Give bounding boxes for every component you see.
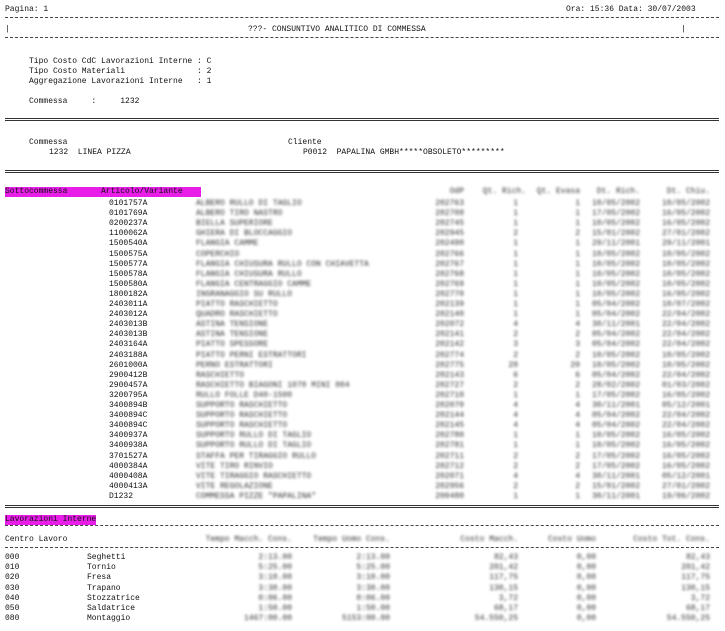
report-title: ???- CONSUNTIVO ANALITICO DI COMMESSA	[248, 25, 426, 34]
article-odp: 202142	[435, 340, 464, 350]
article-dt-rich: 05/04/2002	[591, 411, 640, 421]
centro-name: Stozzatrice	[87, 593, 140, 603]
costo-tot: 82,43	[685, 553, 710, 562]
article-description: STAFFA PER TIRAGGIO RULLO	[196, 451, 317, 461]
costo-tot: 201,42	[681, 563, 710, 573]
article-qt-rich: 3	[513, 340, 518, 350]
article-odp: 202766	[435, 249, 464, 259]
article-qt-rich: 2	[513, 451, 518, 461]
article-qt-evasa: 2	[575, 330, 580, 340]
article-description: RASCHIETTO BIAGONI 1070 MINI 004	[196, 380, 350, 390]
param-line: Tipo Costo Materiali : 2	[29, 67, 212, 76]
centro-code: 020	[5, 573, 20, 583]
article-odp: 202945	[435, 229, 464, 239]
article-qt-rich: 1	[513, 390, 518, 400]
article-qt-evasa: 1	[575, 491, 580, 501]
article-dt-chiu: 10/05/2002	[661, 199, 710, 208]
centro-code: 050	[5, 604, 20, 613]
article-description: SUPPORTO RASCHIETTO	[196, 401, 288, 410]
costo-uomo: 0,00	[576, 614, 596, 624]
article-code: 2403013B	[109, 330, 148, 340]
divider	[5, 17, 719, 18]
article-qt-rich: 1	[513, 300, 518, 309]
centro-name: Trapano	[87, 583, 121, 593]
article-odp: 202708	[435, 209, 464, 219]
centro-code: 080	[5, 614, 20, 624]
article-code: 3400894C	[109, 411, 148, 421]
article-odp: 202956	[435, 481, 464, 491]
title-pipe-left: |	[5, 25, 10, 34]
article-odp: 202139	[435, 300, 464, 309]
article-code: 1500580A	[109, 279, 148, 289]
article-description: RASCHIETTO	[196, 370, 245, 380]
article-description: VITE TIRAGGIO RASCHIETTO	[196, 471, 312, 481]
article-dt-chiu: 22/04/2002	[661, 320, 710, 330]
article-code: 2601000A	[109, 360, 148, 370]
col-odp: OdP	[449, 187, 464, 196]
article-dt-rich: 10/05/2002	[591, 289, 640, 299]
col-dt-chiu: Dt. Chiu.	[666, 187, 710, 196]
article-qt-evasa: 4	[575, 411, 580, 421]
centro-name: Tornio	[87, 563, 116, 573]
article-description: COPERCHIO	[196, 249, 240, 259]
article-description: ASTINA TENSIONE	[196, 320, 269, 330]
article-dt-chiu: 10/05/2002	[661, 279, 710, 289]
article-code: 3701527A	[109, 451, 148, 461]
article-qt-rich: 1	[513, 431, 518, 441]
article-dt-chiu: 10/05/2002	[661, 350, 710, 360]
article-qt-evasa: 1	[575, 259, 580, 269]
article-odp: 202070	[435, 401, 464, 410]
col-costo-tot: Costo Tot. Cons.	[633, 535, 710, 544]
article-description: ASTINA TENSIONE	[196, 330, 269, 340]
article-qt-rich: 2	[513, 481, 518, 491]
article-qt-rich: 4	[513, 421, 518, 431]
article-odp: 202770	[435, 289, 464, 299]
article-dt-rich: 05/04/2002	[591, 330, 640, 340]
centro-code: 010	[5, 563, 20, 573]
costo-uomo: 0,00	[576, 604, 596, 613]
article-qt-rich: 1	[513, 289, 518, 299]
costo-tot: 130,15	[681, 583, 710, 593]
tempo-macch: 1467:00.00	[243, 614, 292, 624]
article-qt-evasa: 3	[575, 340, 580, 350]
costo-macch: 117,75	[489, 573, 518, 583]
article-odp: 202767	[435, 259, 464, 269]
article-qt-evasa: 4	[575, 471, 580, 481]
article-qt-evasa: 1	[575, 289, 580, 299]
article-code: 2403164A	[109, 340, 148, 350]
costo-tot: 117,75	[681, 573, 710, 583]
article-qt-rich: 1	[513, 269, 518, 279]
tempo-uomo: 1:50.00	[356, 604, 390, 613]
article-description: PIATTO PERNI ESTRATTORI	[196, 350, 307, 360]
article-qt-rich: 1	[513, 249, 518, 259]
article-dt-chiu: 27/01/2002	[661, 481, 710, 491]
article-dt-chiu: 10/05/2002	[661, 249, 710, 259]
article-dt-rich: 17/05/2002	[591, 451, 640, 461]
article-odp: 202490	[435, 239, 464, 249]
article-dt-rich: 05/04/2002	[591, 310, 640, 320]
print-time-date: Ora: 15:36 Data: 30/07/2003	[566, 5, 696, 14]
article-qt-evasa: 2	[575, 350, 580, 360]
article-odp: 202712	[435, 461, 464, 471]
costo-macch: 130,15	[489, 583, 518, 593]
article-description: QUADRO RASCHIETTO	[196, 310, 278, 320]
article-dt-chiu: 16/05/2002	[661, 441, 710, 451]
article-code: 0101769A	[109, 209, 148, 219]
article-odp: 202745	[435, 219, 464, 229]
article-dt-rich: 10/05/2002	[591, 269, 640, 279]
article-dt-rich: 15/01/2002	[591, 229, 640, 239]
costo-uomo: 0,00	[576, 573, 596, 583]
article-code: 1800182A	[109, 289, 148, 299]
costo-uomo: 0,00	[576, 563, 596, 573]
article-code: 2403011A	[109, 300, 148, 309]
article-odp: 202781	[435, 441, 464, 451]
article-description: FLANGIA CHIUSURA RULLO CON CHIAVETTA	[196, 259, 369, 269]
article-description: PIATTO SPESSORE	[196, 340, 269, 350]
param-line: Aggregazione Lavorazioni Interne : 1	[29, 77, 212, 86]
article-qt-rich: 2	[513, 229, 518, 239]
article-qt-evasa: 4	[575, 401, 580, 410]
article-odp: 202072	[435, 320, 464, 330]
article-description: VITE REGOLAZIONE	[196, 481, 273, 491]
divider	[5, 525, 719, 526]
article-dt-rich: 10/05/2002	[591, 259, 640, 269]
article-dt-rich: 05/04/2002	[591, 370, 640, 380]
article-code: D1232	[109, 491, 134, 501]
article-odp: 202775	[435, 360, 464, 370]
article-description: SUPPORTO RASCHIETTO	[196, 421, 288, 431]
article-qt-rich: 2	[513, 330, 518, 340]
article-qt-rich: 4	[513, 320, 518, 330]
article-description: SUPPORTO RASCHIETTO	[196, 411, 288, 421]
article-description: GHIERA DI BLOCCAGGIO	[196, 229, 293, 239]
article-dt-rich: 10/05/2002	[591, 199, 640, 208]
col-qt-rich: Qt. Rich.	[482, 187, 526, 196]
article-dt-rich: 17/05/2002	[591, 390, 640, 400]
tempo-uomo: 2:13.00	[356, 553, 390, 562]
article-dt-chiu: 16/05/2002	[661, 451, 710, 461]
article-code: 3400937A	[109, 431, 148, 441]
article-dt-rich: 17/05/2002	[591, 209, 640, 219]
title-pipe-right: |	[681, 25, 686, 34]
article-description: FLANGIA CAMME	[196, 239, 259, 249]
article-code: 1500540A	[109, 239, 148, 249]
article-dt-chiu: 01/03/2002	[661, 380, 710, 390]
article-odp: 202774	[435, 350, 464, 360]
article-description: COMMESSA PIZZE "PAPALINA"	[196, 491, 317, 501]
costo-macch: 54.550,25	[474, 614, 518, 624]
article-dt-rich: 15/01/2002	[591, 481, 640, 491]
article-dt-rich: 30/11/2001	[591, 320, 640, 330]
article-code: 4000413A	[109, 481, 148, 491]
article-code: 2900457A	[109, 380, 148, 390]
article-description: FLANGIA CHIUSURA RULLO	[196, 269, 302, 279]
divider	[5, 547, 719, 548]
article-code: 1500577A	[109, 259, 148, 269]
article-qt-evasa: 2	[575, 451, 580, 461]
article-description: BIELLA SUPERIORE	[196, 219, 273, 229]
article-dt-chiu: 16/05/2002	[661, 431, 710, 441]
col-sottocommessa: Sottocommessa	[5, 187, 101, 197]
article-odp: 202763	[435, 199, 464, 208]
costo-uomo: 0,00	[576, 553, 596, 562]
costo-uomo: 0,00	[576, 583, 596, 593]
article-odp: 200480	[435, 491, 464, 501]
costo-tot: 3,72	[690, 593, 710, 603]
double-divider	[5, 505, 719, 508]
article-qt-rich: 4	[513, 411, 518, 421]
article-dt-rich: 17/05/2002	[591, 461, 640, 471]
article-qt-rich: 2	[513, 350, 518, 360]
centro-name: Saldatrice	[87, 604, 136, 613]
col-costo-macch: Costo Macch.	[460, 535, 518, 544]
centro-name: Montaggio	[87, 614, 131, 624]
article-dt-chiu: 22/04/2002	[661, 310, 710, 320]
commessa-label: Commessa	[29, 138, 68, 147]
article-dt-chiu: 29/11/2001	[661, 239, 710, 249]
article-qt-rich: 1	[513, 491, 518, 501]
article-description: SUPPORTO RULLO DI TAGLIO	[196, 441, 312, 451]
tempo-macch: 0:06.00	[258, 593, 292, 603]
article-code: 2403012A	[109, 310, 148, 320]
article-qt-evasa: 1	[575, 269, 580, 279]
article-qt-evasa: 6	[575, 370, 580, 380]
costo-macch: 68,17	[493, 604, 518, 613]
divider	[5, 37, 719, 38]
article-dt-chiu: 22/04/2002	[661, 330, 710, 340]
article-code: 1500578A	[109, 269, 148, 279]
col-tempo-macch: Tempo Macch. Cons.	[205, 535, 292, 544]
article-dt-chiu: 05/12/2001	[661, 401, 710, 410]
commessa-line: Commessa : 1232	[29, 97, 140, 106]
article-dt-rich: 05/04/2002	[591, 340, 640, 350]
article-qt-rich: 1	[513, 199, 518, 208]
centro-code: 040	[5, 593, 20, 603]
article-odp: 202145	[435, 421, 464, 431]
article-dt-chiu: 10/05/2002	[661, 259, 710, 269]
article-dt-chiu: 10/05/2002	[661, 360, 710, 370]
tempo-macch: 3:10.00	[258, 573, 292, 583]
article-odp: 202727	[435, 380, 464, 390]
article-dt-rich: 10/05/2002	[591, 249, 640, 259]
commessa-value: 1232 LINEA PIZZA	[49, 148, 131, 157]
article-qt-rich: 6	[513, 370, 518, 380]
lavorazioni-interne-label: Lavorazioni Interne	[5, 515, 97, 524]
article-qt-evasa: 4	[575, 320, 580, 330]
article-dt-rich: 05/04/2002	[591, 421, 640, 431]
article-dt-chiu: 16/05/2002	[661, 390, 710, 400]
article-dt-rich: 10/05/2002	[591, 360, 640, 370]
article-dt-rich: 30/11/2001	[591, 471, 640, 481]
col-qt-evasa: Qt. Evasa	[536, 187, 580, 196]
article-dt-chiu: 16/05/2002	[661, 461, 710, 471]
article-qt-rich: 4	[513, 471, 518, 481]
tempo-uomo: 5153:00.00	[341, 614, 390, 624]
tempo-uomo: 0:06.00	[356, 593, 390, 603]
article-qt-rich: 1	[513, 441, 518, 451]
article-qt-evasa: 1	[575, 310, 580, 320]
costo-macch: 82,43	[493, 553, 518, 562]
article-description: ALBERO TIRO NASTRO	[196, 209, 283, 219]
article-dt-rich: 10/05/2002	[591, 431, 640, 441]
article-dt-rich: 05/04/2002	[591, 300, 640, 309]
costo-macch: 3,72	[498, 593, 518, 603]
article-odp: 202144	[435, 411, 464, 421]
article-dt-chiu: 22/04/2002	[661, 370, 710, 380]
article-code: 0200237A	[109, 219, 148, 229]
article-qt-rich: 2	[513, 380, 518, 390]
article-description: PIATTO RASCHIETTO	[196, 300, 278, 309]
article-qt-evasa: 1	[575, 441, 580, 451]
article-qt-rich: 1	[513, 310, 518, 320]
article-qt-evasa: 1	[575, 219, 580, 229]
article-code: 4000384A	[109, 461, 148, 471]
article-odp: 202140	[435, 310, 464, 320]
article-description: PERNO ESTRATTORI	[196, 360, 273, 370]
article-qt-rich: 1	[513, 219, 518, 229]
article-dt-chiu: 22/04/2002	[661, 411, 710, 421]
tempo-uomo: 5:25.00	[356, 563, 390, 573]
article-qt-rich: 20	[508, 360, 518, 370]
article-description: VITE TIRO RINVIO	[196, 461, 273, 471]
article-qt-evasa: 20	[570, 360, 580, 370]
article-dt-chiu: 16/05/2002	[661, 209, 710, 219]
costo-tot: 54.550,25	[666, 614, 710, 624]
article-qt-evasa: 1	[575, 300, 580, 309]
param-line: Tipo Costo CdC Lavorazioni Interne : C	[29, 57, 212, 66]
article-qt-rich: 4	[513, 401, 518, 410]
col-costo-uomo: Costo Uomo	[547, 535, 596, 544]
article-qt-evasa: 1	[575, 431, 580, 441]
article-qt-evasa: 4	[575, 421, 580, 431]
article-code: 3400894C	[109, 421, 148, 431]
article-dt-rich: 10/05/2002	[591, 350, 640, 360]
article-qt-evasa: 2	[575, 229, 580, 239]
article-dt-chiu: 22/04/2002	[661, 421, 710, 431]
tempo-uomo: 3:30.00	[356, 583, 390, 593]
article-qt-evasa: 2	[575, 481, 580, 491]
article-qt-rich: 1	[513, 279, 518, 289]
cliente-value: P0012 PAPALINA GMBH*****OBSOLETO*********	[303, 148, 505, 157]
page-number: Pagina: 1	[5, 5, 49, 14]
double-divider	[5, 170, 719, 173]
article-qt-rich: 2	[513, 461, 518, 471]
article-description: INGRANAGGIO SU RULLO	[196, 289, 293, 299]
article-dt-rich: 10/05/2002	[591, 219, 640, 229]
article-qt-rich: 1	[513, 209, 518, 219]
article-dt-chiu: 16/05/2002	[661, 289, 710, 299]
article-qt-evasa: 1	[575, 249, 580, 259]
article-qt-evasa: 1	[575, 209, 580, 219]
article-dt-chiu: 05/12/2001	[661, 471, 710, 481]
article-odp: 202769	[435, 279, 464, 289]
article-dt-rich: 30/11/2001	[591, 401, 640, 410]
article-description: ALBERO RULLO DI TAGLIO	[196, 199, 302, 208]
cliente-label: Cliente	[288, 138, 322, 147]
article-odp: 202071	[435, 471, 464, 481]
article-qt-evasa: 1	[575, 199, 580, 208]
col-dt-rich: Dt. Rich.	[596, 187, 640, 196]
costo-macch: 201,42	[489, 563, 518, 573]
tempo-uomo: 3:10.00	[356, 573, 390, 583]
article-code: 1100062A	[109, 229, 148, 239]
centro-name: Fresa	[87, 573, 112, 583]
article-qt-evasa: 2	[575, 380, 580, 390]
article-odp: 202711	[435, 451, 464, 461]
col-centro-lavoro: Centro Lavoro	[5, 535, 68, 544]
article-dt-chiu: 16/05/2002	[661, 219, 710, 229]
centro-code: 000	[5, 553, 20, 562]
article-code: 2403013B	[109, 320, 148, 330]
article-dt-rich: 28/02/2002	[591, 380, 640, 390]
article-description: SUPPORTO RULLO DI TAGLIO	[196, 431, 312, 441]
article-qt-evasa: 1	[575, 390, 580, 400]
double-divider	[5, 118, 719, 121]
article-dt-chiu: 19/06/2002	[661, 491, 710, 501]
article-code: 1500575A	[109, 249, 148, 259]
article-dt-rich: 29/11/2001	[591, 239, 640, 249]
col-tempo-uomo: Tempo Uomo Cons.	[313, 535, 390, 544]
tempo-macch: 2:13.00	[258, 553, 292, 562]
tempo-macch: 3:30.00	[258, 583, 292, 593]
article-dt-rich: 10/05/2002	[591, 279, 640, 289]
article-code: 2900412B	[109, 370, 148, 380]
tempo-macch: 5:25.00	[258, 563, 292, 573]
article-code: 4000408A	[109, 471, 148, 481]
article-code: 0101757A	[109, 199, 148, 208]
article-dt-chiu: 10/07/2002	[661, 300, 710, 309]
article-odp: 202768	[435, 269, 464, 279]
article-dt-chiu: 27/01/2002	[661, 229, 710, 239]
article-dt-rich: 30/11/2001	[591, 491, 640, 501]
article-dt-chiu: 22/04/2002	[661, 340, 710, 350]
article-qt-evasa: 1	[575, 279, 580, 289]
article-odp: 202710	[435, 390, 464, 400]
article-odp: 202143	[435, 370, 464, 380]
article-description: RULLO FOLLE D40-1500	[196, 390, 293, 400]
article-code: 3400938A	[109, 441, 148, 451]
centro-code: 030	[5, 583, 20, 593]
tempo-macch: 1:50.00	[258, 604, 292, 613]
costo-tot: 68,17	[685, 604, 710, 613]
article-odp: 202780	[435, 431, 464, 441]
costo-uomo: 0,00	[576, 593, 596, 603]
article-dt-rich: 10/05/2002	[591, 441, 640, 451]
article-odp: 202141	[435, 330, 464, 340]
article-qt-evasa: 2	[575, 461, 580, 471]
article-code: 2403188A	[109, 350, 148, 360]
article-dt-chiu: 10/05/2002	[661, 269, 710, 279]
article-description: FLANGIA CENTRAGGIO CAMME	[196, 279, 312, 289]
centro-name: Seghetti	[87, 553, 126, 562]
article-qt-rich: 1	[513, 239, 518, 249]
article-code: 3400894B	[109, 401, 148, 410]
article-qt-rich: 1	[513, 259, 518, 269]
article-code: 3200795A	[109, 390, 148, 400]
article-qt-evasa: 1	[575, 239, 580, 249]
col-articolo-variante: Articolo/Variante	[101, 187, 201, 197]
